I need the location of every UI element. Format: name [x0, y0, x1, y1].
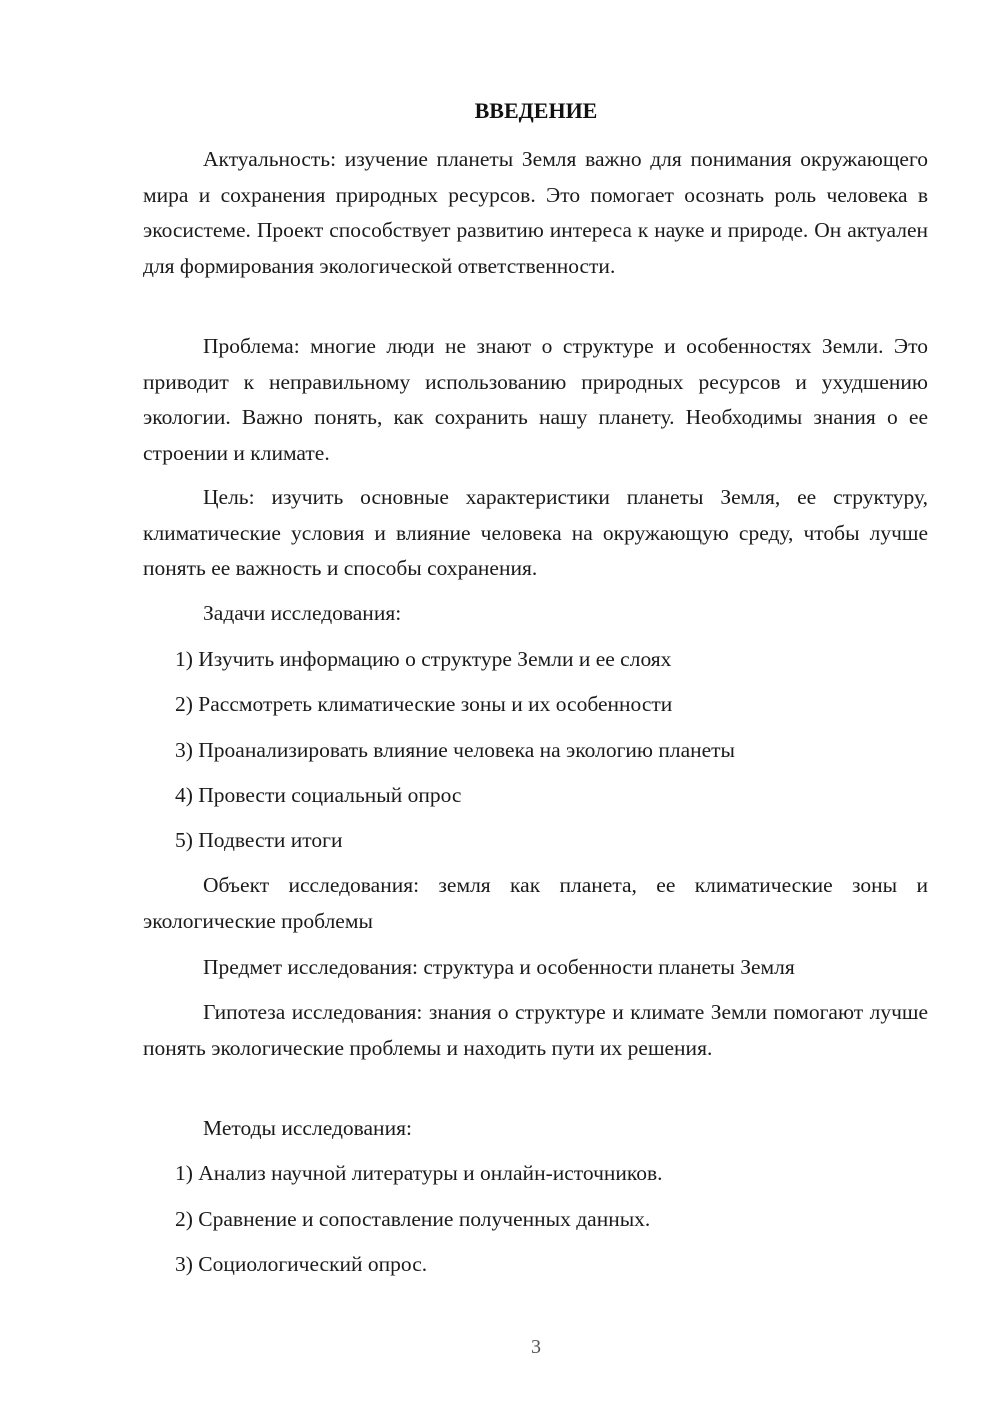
task-item: 2) Рассмотреть климатические зоны и их особенности — [175, 692, 673, 716]
page-number: 3 — [531, 1336, 541, 1358]
task-item: 1) Изучить информацию о структуре Земли и ее слоях — [175, 647, 672, 671]
relevance-paragraph: Актуальность: изучение планеты Земля важно для понимания окружающего мира и сохранения природных ресурсов. Это помогает осознать роль человека в экосистеме. Проект способствует развитию интереса к науке и природе. Он актуален для формирования экологической ответственности. — [143, 147, 928, 278]
task-item: 4) Провести социальный опрос — [175, 783, 462, 807]
hypothesis-paragraph: Гипотеза исследования: знания о структуре и климате Земли помогают лучше понять экологические проблемы и находить пути их решения. — [143, 1000, 928, 1060]
methods-title: Методы исследования: — [203, 1116, 412, 1140]
method-item: 1) Анализ научной литературы и онлайн-источников. — [175, 1161, 663, 1185]
method-item: 2) Сравнение и сопоставление полученных данных. — [175, 1207, 651, 1231]
object-paragraph: Объект исследования: земля как планета, ее климатические зоны и экологические проблемы — [143, 873, 928, 933]
method-item: 3) Социологический опрос. — [175, 1252, 428, 1276]
task-item: 3) Проанализировать влияние человека на экологию планеты — [175, 738, 735, 762]
goal-paragraph: Цель: изучить основные характеристики планеты Земля, ее структуру, климатические условия и влияние человека на окружающую среду, чтобы лучше понять ее важность и способы сохранения. — [143, 485, 928, 580]
problem-paragraph: Проблема: многие люди не знают о структуре и особенностях Земли. Это приводит к неправильному использованию природных ресурсов и ухудшению экологии. Важно понять, как сохранить нашу планету. Необходимы знания о ее строении и климате. — [143, 334, 928, 465]
subject-paragraph: Предмет исследования: структура и особенности планеты Земля — [203, 955, 795, 979]
task-item: 5) Подвести итоги — [175, 828, 343, 852]
tasks-title: Задачи исследования: — [203, 601, 402, 625]
page-heading: ВВЕДЕНИЕ — [474, 98, 598, 123]
